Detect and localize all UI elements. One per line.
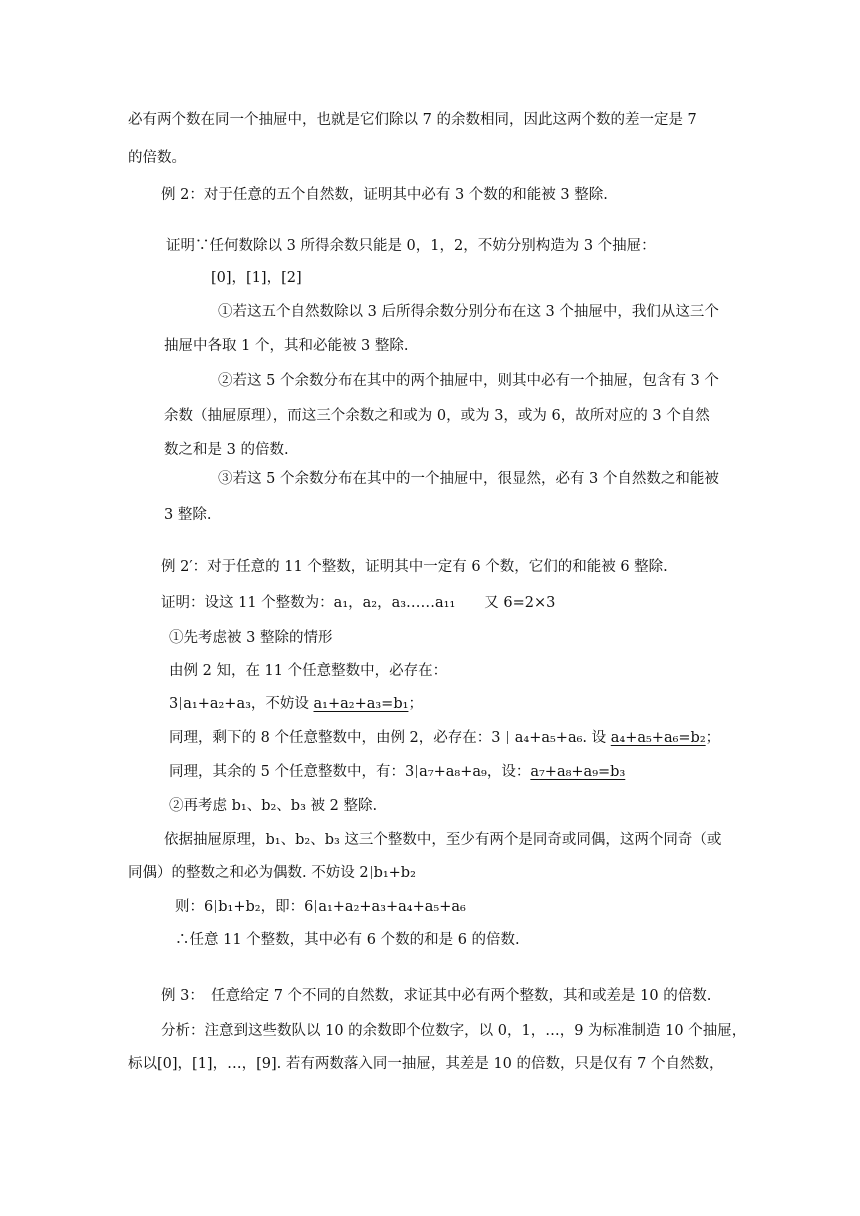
divides-symbol [416,765,417,778]
proof-line: 证明：设这 11 个整数为：a₁，a₂，a₃……a₁₁ 又 6=2×3 [161,595,556,611]
step-2-heading: ②再考虑 b₁、b₂、b₃ 被 2 整除. [169,798,378,814]
proof-line: 由例 2 知，在 11 个任意整数中，必存在： [169,663,448,679]
case-2-line: 数之和是 3 的倍数. [164,442,289,458]
paragraph-line: 必有两个数在同一个抽屉中，也就是它们除以 7 的余数相同，因此这两个数的差一定是 7 [128,112,697,128]
case-2-line: ②若这 5 个余数分布在其中的两个抽屉中，则其中必有一个抽屉，包含有 3 个 [218,373,719,389]
divisibility-line: 同理，剩下的 8 个任意整数中，由例 2，必存在：3 a₄+a₅+a₆. 设 a₄+a₅+a₆=b₂； [169,730,721,746]
case-3-line: ③若这 5 个余数分布在其中的一个抽屉中，很显然，必有 3 个自然数之和能被 [218,471,719,487]
example-2-prime-heading: 例 2′：对于任意的 11 个整数，证明其中一定有 6 个数，它们的和能被 6 整除. [161,559,668,575]
paragraph-line: 的倍数。 [128,150,186,166]
proof-line: 证明∵任何数除以 3 所得余数只能是 0，1，2，不妨分别构造为 3 个抽屉： [166,238,656,254]
case-3-line: 3 整除. [164,507,212,523]
proof-line: 同偶）的整数之和必为偶数. 不妨设 2 b₁+b₂ [128,865,416,881]
analysis-line: 标以[0]，[1]，…，[9]. 若有两数落入同一抽屉，其差是 10 的倍数，只是仅有 7 个自然数， [128,1056,724,1072]
analysis-line: 分析：注意到这些数队以 10 的余数即个位数字，以 0，1，…，9 为标准制造 10 个抽屉， [161,1023,747,1039]
proof-line: 依据抽屉原理，b₁、b₂、b₃ 这三个整数中，至少有两个是同奇或同偶，这两个同奇（或 [164,832,722,848]
divisibility-line: 同理，其余的 5 个任意整数中，有：3 a₇+a₈+a₉，设：a₇+a₈+a₉=b₃ [169,764,626,780]
case-1-line: 抽屉中各取 1 个，其和必能被 3 整除. [164,338,409,354]
divides-symbol [315,900,316,913]
step-1-heading: ①先考虑被 3 整除的情形 [169,630,333,646]
divides-symbol [507,731,508,744]
divides-symbol [371,866,372,879]
proof-line: 则：6 b₁+b₂，即：6 a₁+a₂+a₃+a₄+a₅+a₆ [175,899,466,915]
conclusion-line: ∴任意 11 个整数，其中必有 6 个数的和是 6 的倍数. [175,932,520,948]
divisibility-line: 3 a₁+a₂+a₃，不妨设 a₁+a₂+a₃=b₁； [169,696,423,712]
example-3-heading: 例 3： 任意给定 7 个不同的自然数，求证其中必有两个整数，其和或差是 10 的倍数. [161,988,712,1004]
drawer-list: [0]，[1]，[2] [211,270,302,286]
case-2-line: 余数（抽屉原理），而这三个余数之和或为 0，或为 3，或为 6，故所对应的 3 个自然 [164,408,710,424]
example-2-heading: 例 2：对于任意的五个自然数，证明其中必有 3 个数的和能被 3 整除. [161,187,608,203]
case-1-line: ①若这五个自然数除以 3 后所得余数分别分布在这 3 个抽屉中，我们从这三个 [218,304,719,320]
divides-symbol [180,697,181,710]
divides-symbol [215,900,216,913]
